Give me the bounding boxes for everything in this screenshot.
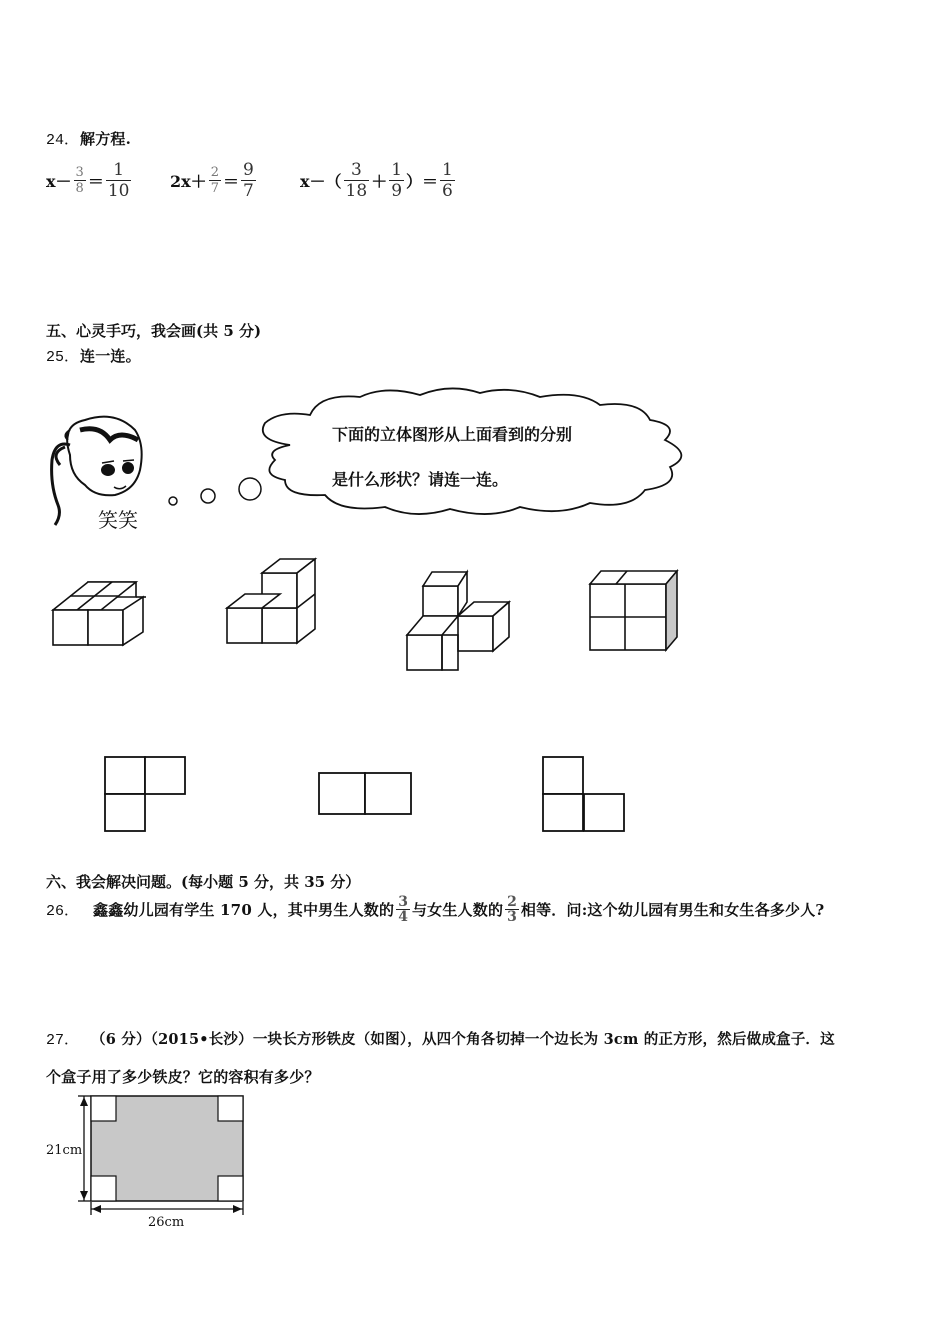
- height-label: 21cm: [46, 1143, 83, 1158]
- fraction: $\frac{2}{7}$: [210, 165, 219, 196]
- equation-2: 2x＋ $\frac{2}{7}$ ＝ $\frac{9}{7}$: [170, 160, 254, 201]
- solid-figures-row: [40, 555, 720, 680]
- solid-figure-4: [590, 571, 677, 650]
- q27-number: 27．: [46, 1032, 80, 1049]
- fraction: $\frac{1}{9}$: [391, 160, 403, 201]
- q25-number: 25．: [46, 349, 80, 366]
- q26: [46, 895, 824, 924]
- equation-3-lead: x－（: [300, 172, 342, 191]
- q27-text-line1: （6 分）（2015•长沙）一块长方形铁皮（如图），从四个角各切掉一个边长为 3cm 的正方形，然后做成盒子．这: [91, 1031, 835, 1048]
- equation-3: x－（ $\frac{3}{18}$ ＋ $\frac{1}{9}$ ）＝ $\frac{1}{6}$: [300, 160, 453, 201]
- cloud-shape: [263, 388, 682, 514]
- equation-2-lead: 2x＋: [170, 172, 207, 191]
- equation-1: x－ $\frac{3}{8}$ ＝ $\frac{1}{10}$: [46, 160, 130, 201]
- q27-text-line2: 个盒子用了多少铁皮？它的容积有多少？: [46, 1068, 320, 1086]
- q26-text-b: 与女生人数的: [411, 901, 504, 919]
- character-label: 笑笑: [98, 508, 138, 532]
- width-dimension-arrow: [91, 1202, 243, 1215]
- cut-corner-square: [91, 1176, 116, 1201]
- top-view-shape-2: [319, 773, 411, 814]
- section-6-title: 六、我会解决问题。(每小题 5 分，共 35 分）: [46, 873, 361, 891]
- fraction: $\frac{3}{18}$: [345, 160, 368, 201]
- thought-bubble-illustration: [40, 385, 720, 545]
- metal-sheet-diagram: [44, 1092, 254, 1232]
- top-view-shapes-row: [100, 752, 640, 837]
- thought-dot: [169, 497, 177, 505]
- cut-corner-square: [218, 1176, 243, 1201]
- q25-title: 连一连。: [80, 347, 141, 365]
- thought-dot: [239, 478, 261, 500]
- fraction: $\frac{3}{8}$: [75, 165, 84, 196]
- section-5-title: 五、心灵手巧，我会画(共 5 分): [46, 322, 262, 340]
- q24-number: 24．: [46, 132, 80, 149]
- width-label: 26cm: [148, 1215, 185, 1230]
- bubble-text-line2: 是什么形状？请连一连。: [332, 470, 509, 489]
- fraction: $\frac{3}{4}$: [398, 894, 408, 925]
- fraction: $\frac{2}{3}$: [507, 894, 517, 925]
- fraction: $\frac{1}{6}$: [442, 160, 453, 201]
- cut-corner-square: [91, 1096, 116, 1121]
- solid-figure-2: [227, 559, 315, 643]
- thought-dot: [201, 489, 215, 503]
- q27-line1: [46, 1028, 835, 1049]
- fraction: $\frac{9}{7}$: [242, 160, 254, 201]
- q24-title: 解方程.: [80, 130, 132, 148]
- fraction: $\frac{1}{10}$: [107, 160, 130, 201]
- solid-figure-3: [407, 572, 509, 670]
- q26-number: 26．: [46, 903, 80, 920]
- equation-1-lead: x－: [46, 172, 72, 191]
- bubble-text-line1: 下面的立体图形从上面看到的分别: [332, 425, 573, 444]
- top-view-shape-1: [105, 757, 185, 831]
- top-view-shape-3: [543, 757, 624, 831]
- q26-text-a: 鑫鑫幼儿园有学生 170 人，其中男生人数的: [93, 901, 395, 919]
- q26-text-c: 相等．问:这个幼儿园有男生和女生各多少人?: [520, 901, 825, 919]
- cut-corner-square: [218, 1096, 243, 1121]
- solid-figure-1: [53, 582, 146, 645]
